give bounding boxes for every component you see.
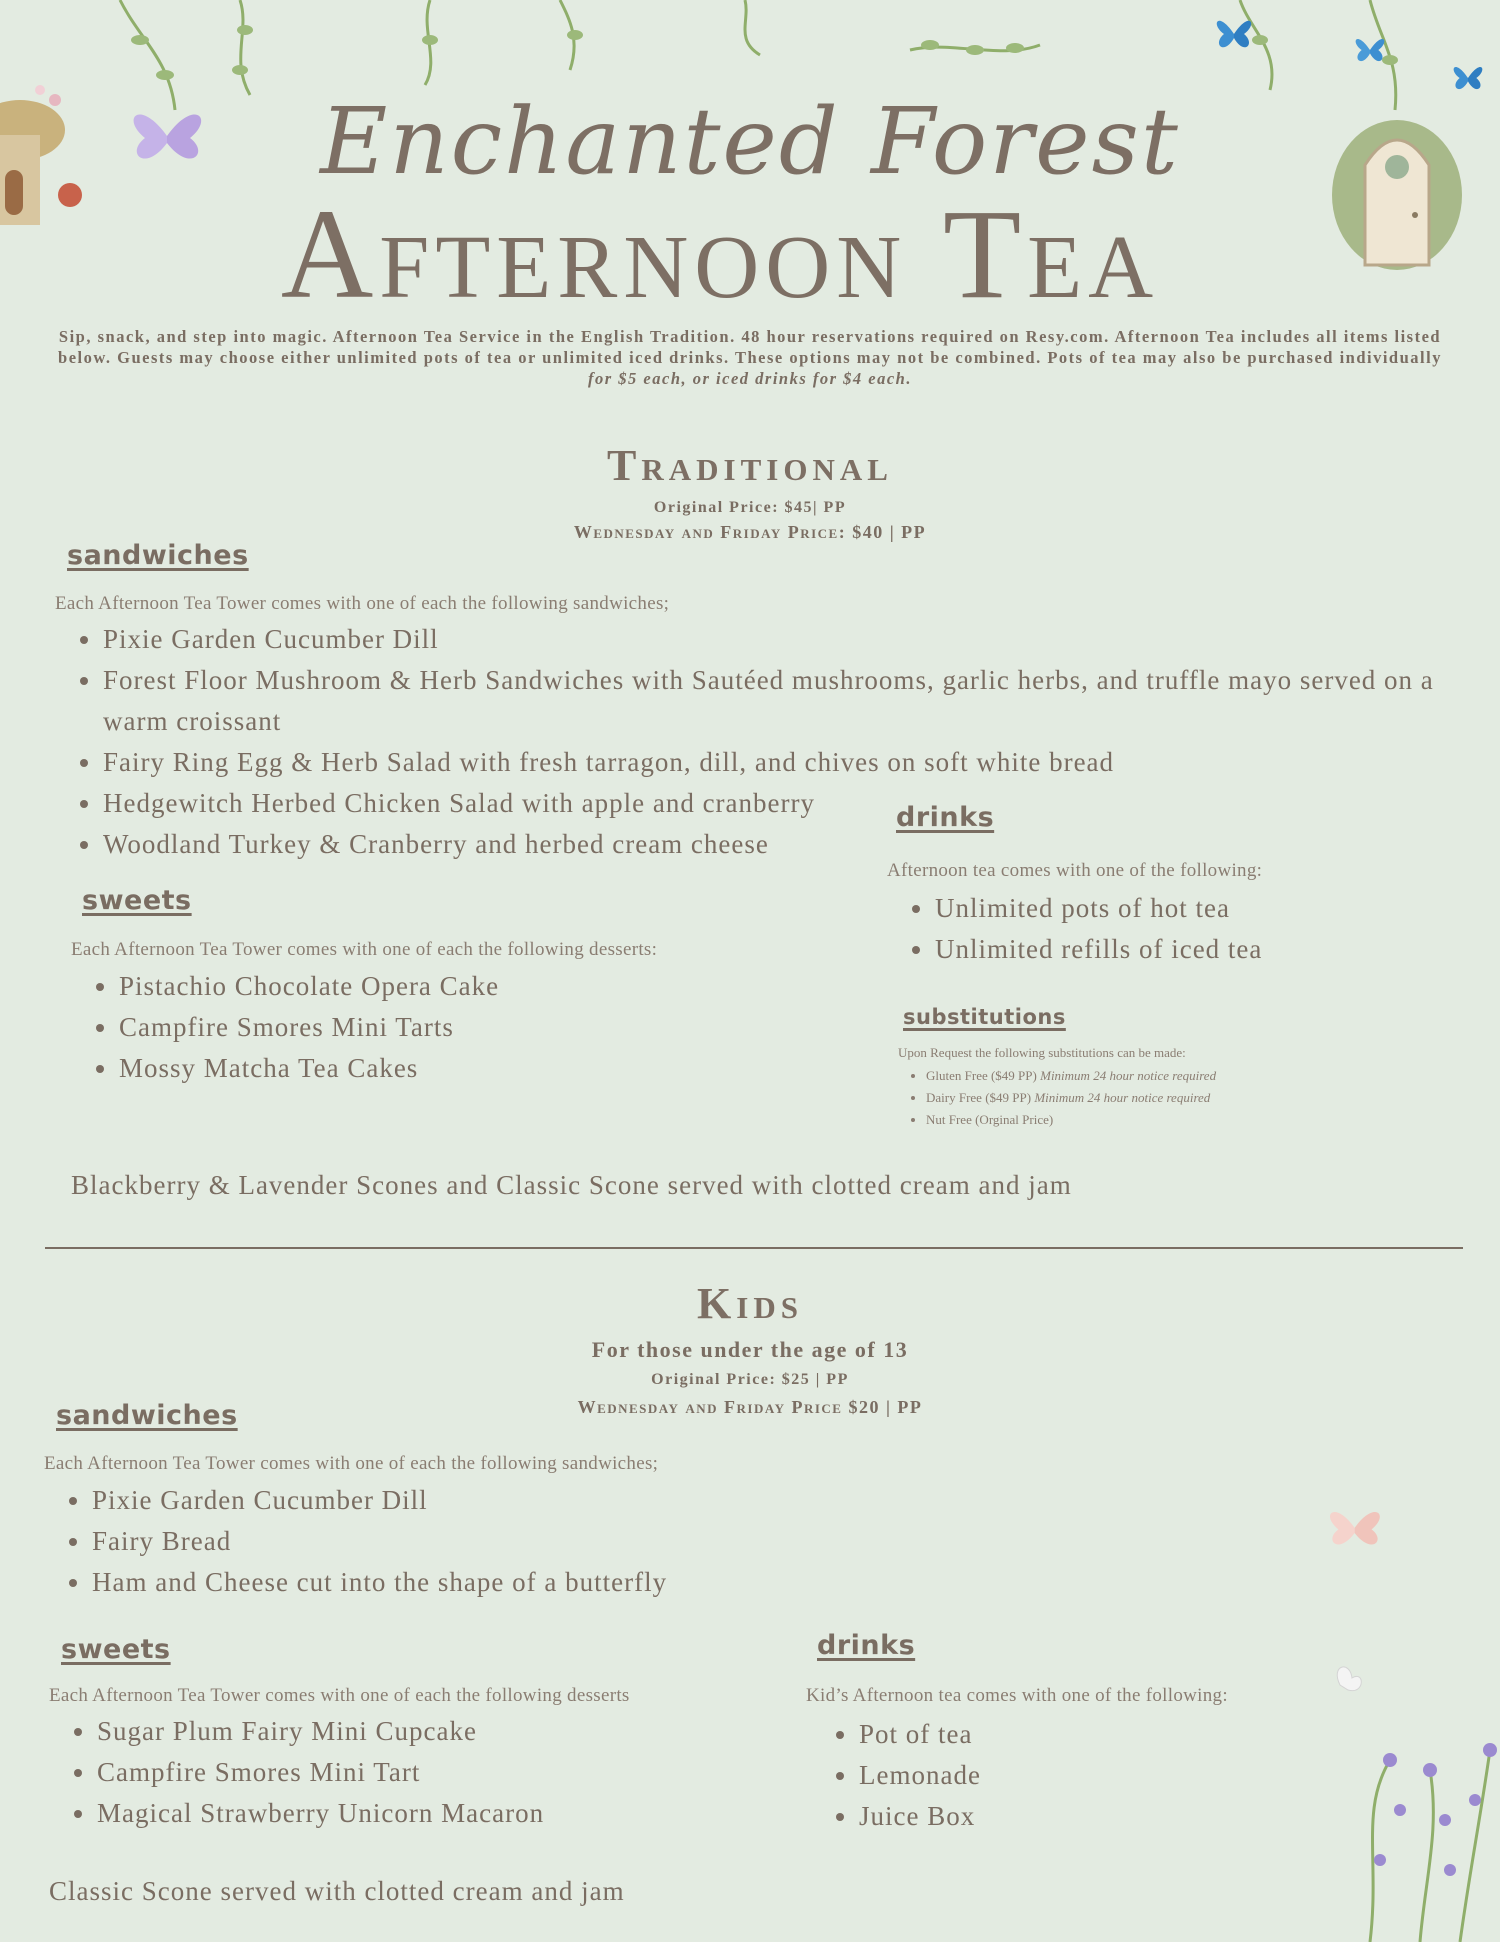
list-item <box>926 1065 1426 1087</box>
substitutions-lead: Upon Request the following substitutions can be made: <box>898 1045 1186 1060</box>
traditional-drinks-lead: Afternoon tea comes with one of the following: <box>887 860 1263 881</box>
traditional-drinks-heading: drinks <box>896 802 995 833</box>
list-item: • Mossy Matcha Tea Cakes <box>119 1048 879 1089</box>
traditional-sandwiches-list <box>55 619 1463 865</box>
intro-main: Sip, snack, and step into magic. Afternoon Tea Service in the English Tradition. 48 hour reservations required on Resy.com. Afternoon Tea includes all items listed below. Guests may choose either unlimited pots of tea or unlimited iced drinks. These options may not be combined. Pots of tea may also be purchased individually <box>58 327 1442 367</box>
traditional-sweets-list <box>71 966 879 1089</box>
traditional-drinks-list <box>887 888 1495 970</box>
traditional-weekday-price: Wednesday and Friday Price: $40 | PP <box>573 522 927 542</box>
list-item: • Hedgewitch Herbed Chicken Salad with apple and cranberry <box>103 783 1463 824</box>
list-item: • Sugar Plum Fairy Mini Cupcake <box>97 1711 847 1752</box>
list-item: • Pixie Garden Cucumber Dill <box>92 1480 992 1521</box>
page-title: Afternoon Tea <box>280 183 1160 325</box>
list-item: • Unlimited refills of iced tea <box>935 929 1495 970</box>
kids-drinks-lead: Kid’s Afternoon tea comes with one of the following: <box>806 1685 1228 1706</box>
list-item: • Unlimited pots of hot tea <box>935 888 1495 929</box>
substitution-note: Minimum 24 hour notice required <box>1034 1090 1211 1105</box>
kids-drinks-list <box>811 1714 1259 1837</box>
list-item: • Pistachio Chocolate Opera Cake <box>119 966 879 1007</box>
traditional-sweets-lead: Each Afternoon Tea Tower comes with one of each the following desserts: <box>71 939 658 960</box>
kids-original-price: Original Price: $25 | PP <box>651 1371 849 1388</box>
traditional-scones: Blackberry & Lavender Scones and Classic Scone served with clotted cream and jam <box>71 1170 1072 1200</box>
intro-prices: for $5 each, or iced drinks for $4 each. <box>588 369 912 388</box>
traditional-original-price: Original Price: $45| PP <box>653 499 847 516</box>
list-item: • Campfire Smores Mini Tart <box>97 1752 847 1793</box>
butterfly-icon <box>1320 1495 1390 1560</box>
kids-sweets-heading: sweets <box>61 1634 171 1665</box>
kids-sandwiches-list <box>44 1480 992 1603</box>
list-item: • Lemonade <box>859 1755 1259 1796</box>
list-item: • Pixie Garden Cucumber Dill <box>103 619 1463 660</box>
kids-scones: Classic Scone served with clotted cream and jam <box>49 1876 625 1906</box>
kids-sandwiches-lead: Each Afternoon Tea Tower comes with one of each the following sandwiches; <box>44 1453 659 1474</box>
list-item: • Pot of tea <box>859 1714 1259 1755</box>
butterfly-icon <box>1210 10 1258 58</box>
kids-sweets-list <box>49 1711 847 1834</box>
kids-drinks-heading: drinks <box>817 1630 916 1661</box>
substitution-note: Minimum 24 hour notice required <box>1040 1068 1217 1083</box>
section-divider <box>45 1247 1463 1249</box>
list-item: • Fairy Ring Egg & Herb Salad with fresh tarragon, dill, and chives on soft white bread <box>103 742 1463 783</box>
traditional-title: Traditional <box>607 441 893 490</box>
kids-title: Kids <box>697 1279 803 1328</box>
list-item: • Forest Floor Mushroom & Herb Sandwiches with Sautéed mushrooms, garlic herbs, and truffle mayo served on a warm croissant <box>103 660 1463 742</box>
substitution-name: Gluten Free ($49 PP) <box>926 1068 1041 1083</box>
substitution-name: Dairy Free ($49 PP) <box>926 1090 1035 1105</box>
substitutions-list <box>898 1065 1426 1131</box>
butterfly-icon <box>1350 30 1390 70</box>
intro-text <box>55 326 1445 389</box>
kids-sandwiches-heading: sandwiches <box>56 1400 238 1431</box>
list-item: • Ham and Cheese cut into the shape of a butterfly <box>92 1562 992 1603</box>
list-item: • Campfire Smores Mini Tarts <box>119 1007 879 1048</box>
traditional-sandwiches-lead: Each Afternoon Tea Tower comes with one of each the following sandwiches; <box>55 593 670 614</box>
traditional-sweets-heading: sweets <box>82 885 192 916</box>
list-item: • Woodland Turkey & Cranberry and herbed cream cheese <box>103 824 1463 865</box>
kids-weekday-price: Wednesday and Friday Price $20 | PP <box>577 1397 923 1417</box>
wildflowers-icon <box>1330 1660 1500 1942</box>
traditional-sandwiches-heading: sandwiches <box>67 540 249 571</box>
kids-subtitle: For those under the age of 13 <box>591 1337 909 1362</box>
list-item: • Magical Strawberry Unicorn Macaron <box>97 1793 847 1834</box>
list-item <box>926 1109 1426 1131</box>
substitution-name: Nut Free (Orginal Price) <box>926 1112 1054 1127</box>
list-item <box>926 1087 1426 1109</box>
kids-sweets-lead: Each Afternoon Tea Tower comes with one of each the following desserts <box>49 1685 630 1706</box>
script-title: Enchanted Forest <box>320 88 1180 195</box>
list-item: • Fairy Bread <box>92 1521 992 1562</box>
list-item: • Juice Box <box>859 1796 1259 1837</box>
substitutions-heading: substitutions <box>903 1005 1066 1029</box>
